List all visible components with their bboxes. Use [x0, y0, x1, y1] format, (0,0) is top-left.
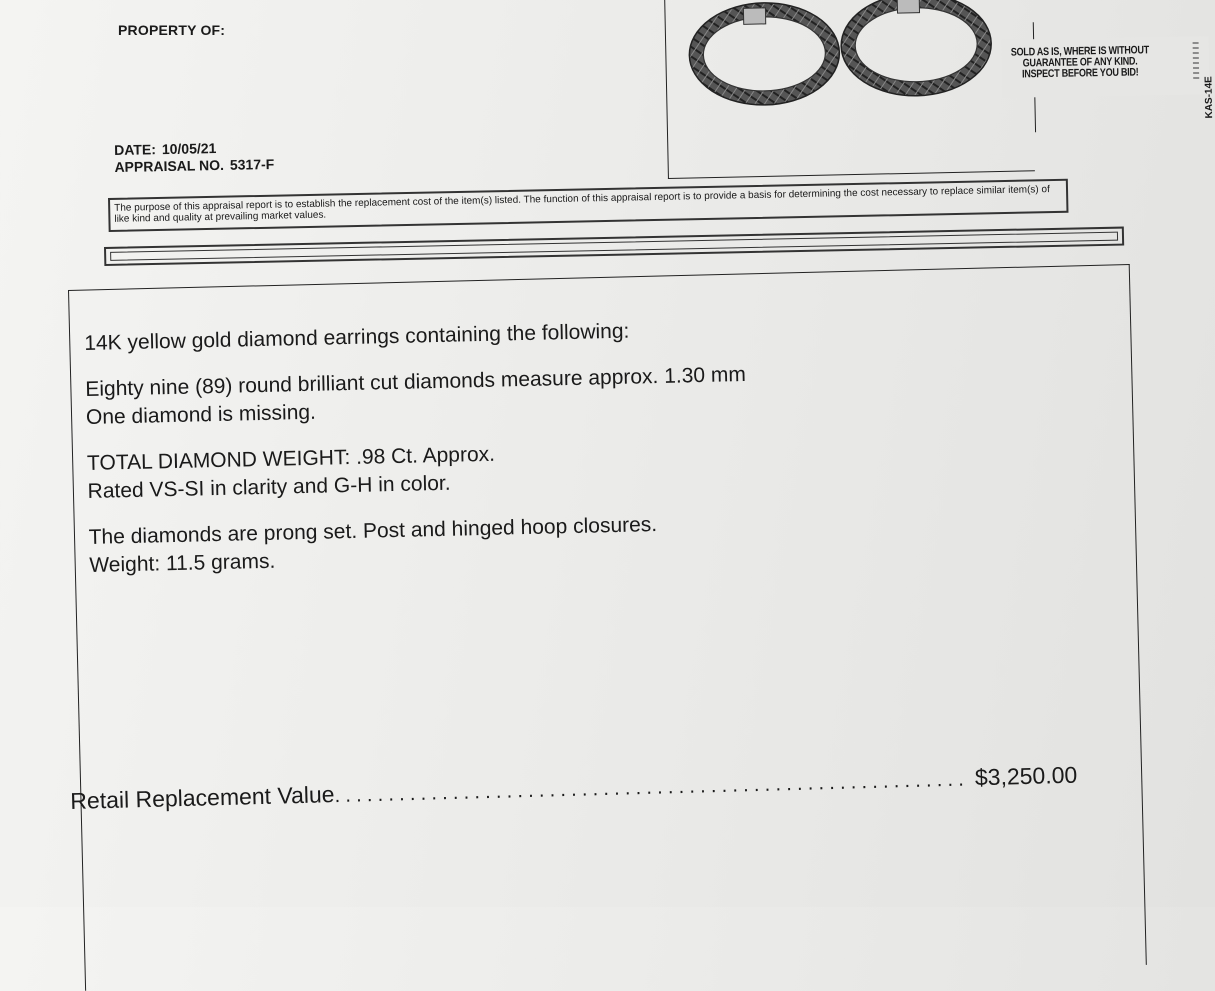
sticker-line-1: SOLD AS IS, WHERE IS WITHOUT [1010, 44, 1150, 59]
purpose-statement: The purpose of this appraisal report is to establish the replacement cost of the item(s) listed. The function of this appraisal report is to provide a basis for determining the cost necessary to replace similar item(s) of like kind and quality at prevailing market values. [114, 184, 1050, 225]
item-description [84, 310, 990, 598]
clarity-color-rating: Rated VS-SI in clarity and G-H in color. [87, 471, 451, 503]
setting-closure-note: The diamonds are prong set. Post and hinged hoop closures. [88, 513, 658, 549]
gold-weight: Weight: 11.5 grams. [89, 549, 276, 577]
sticker-line-2: GUARANTEE OF ANY KIND. [1022, 55, 1138, 70]
sold-as-is-sticker [1002, 36, 1215, 119]
earrings-photo-image [685, 0, 997, 120]
retail-value-label: Retail Replacement Value [70, 781, 335, 814]
total-diamond-weight: TOTAL DIAMOND WEIGHT: .98 Ct. Approx. [86, 442, 496, 475]
retail-value-amount: $3,250.00 [974, 761, 1078, 791]
item-summary: 14K yellow gold diamond earrings containing the following: [84, 319, 630, 355]
appraisal-number-label: APPRAISAL NO. [114, 156, 225, 175]
appraisal-number-line [114, 156, 274, 176]
sticker-line-3: INSPECT BEFORE YOU BID! [1021, 66, 1139, 81]
diamond-count: Eighty nine (89) round brilliant cut diamonds measure approx. 1.30 mm [85, 362, 747, 401]
description-paragraph-4 [88, 504, 989, 580]
double-rule-divider [104, 227, 1124, 266]
description-paragraph-2 [85, 356, 986, 432]
sticker-ruler-marks [1193, 42, 1200, 82]
description-paragraph-3 [87, 430, 988, 506]
leader-dots: ........................................................... [334, 768, 970, 808]
missing-diamond-note: One diamond is missing. [85, 400, 317, 429]
property-of-label: PROPERTY OF: [118, 22, 226, 38]
item-photo-frame [664, 0, 1035, 179]
purpose-statement-box [108, 179, 1068, 232]
sticker-code: KAS-14E [1203, 76, 1215, 119]
date-value: 10/05/21 [161, 140, 217, 158]
date-appraisal-block [114, 139, 274, 176]
appraisal-number-value: 5317-F [229, 155, 275, 173]
date-label: DATE: [114, 141, 157, 158]
